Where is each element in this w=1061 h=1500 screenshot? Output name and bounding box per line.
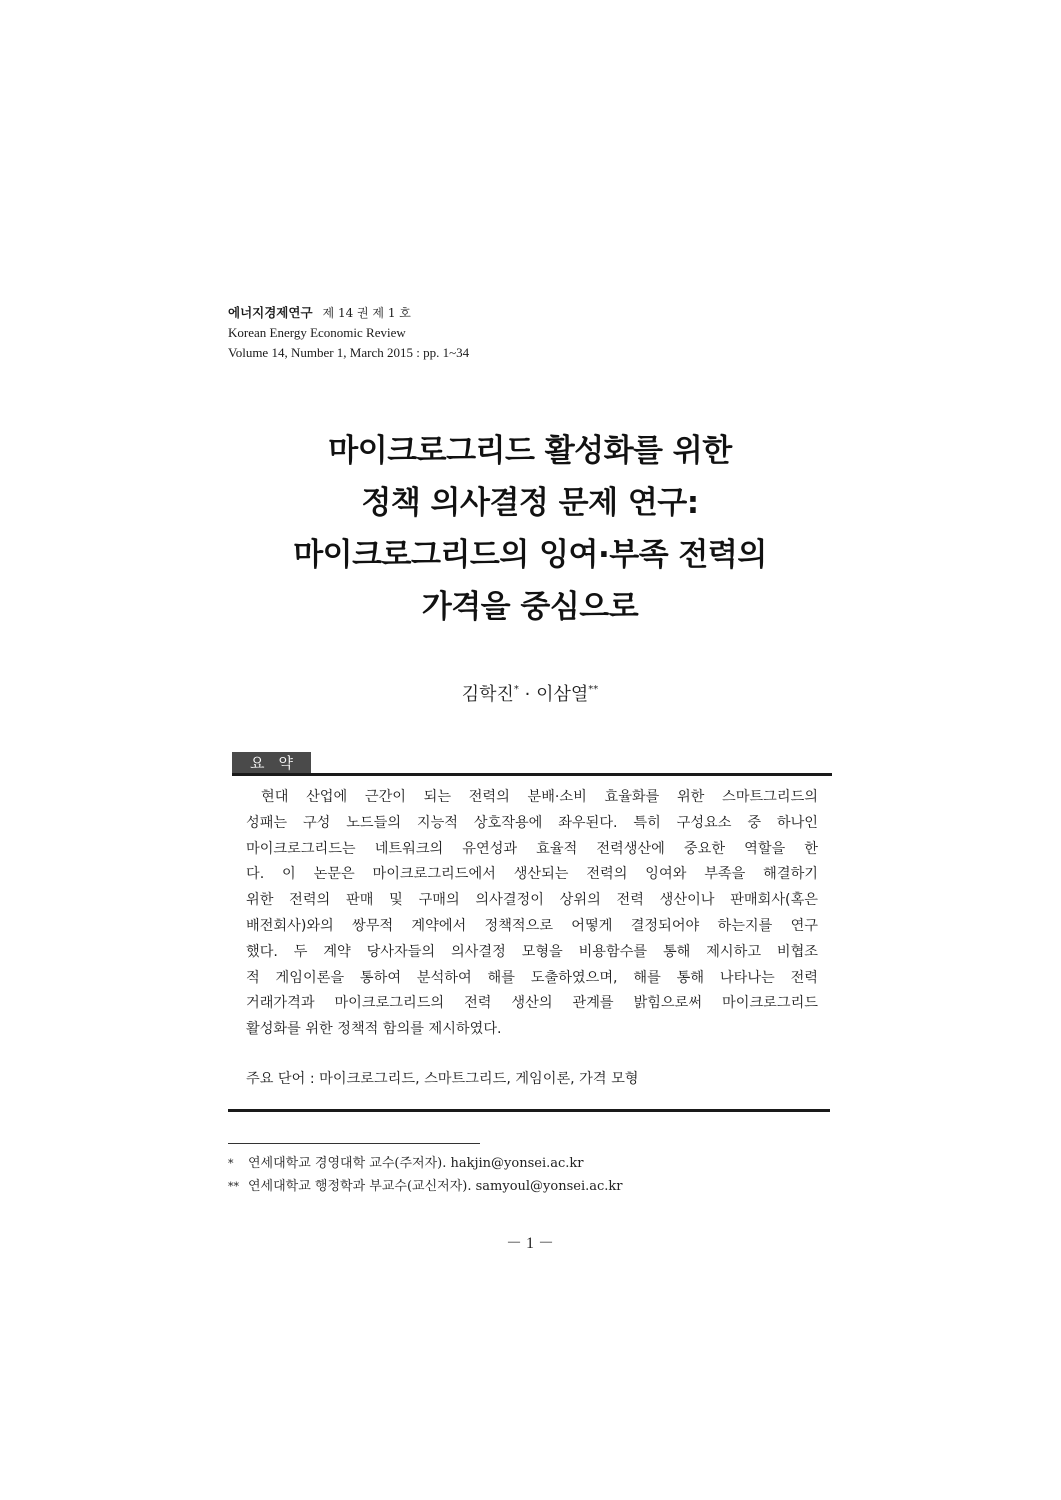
keywords: 주요 단어 : 마이크로그리드, 스마트그리드, 게임이론, 가격 모형: [246, 1071, 639, 1087]
footnote-separator: [228, 1143, 480, 1144]
author-line: [330, 680, 730, 706]
abstract-heading: 요약: [232, 752, 311, 774]
author-name: 이삼열: [536, 684, 589, 705]
author-footnote-mark: *: [513, 684, 519, 695]
journal-header: [228, 303, 469, 363]
abstract-line: 마이크로그리드는 네트워크의 유연성과 효율적 전력생산에 중요한 역할을 한: [246, 840, 818, 857]
author-separator: ·: [524, 684, 531, 705]
footnote: [228, 1175, 623, 1198]
footnote-mark: **: [228, 1180, 239, 1193]
abstract-bottom-rule: [228, 1109, 830, 1112]
footnote-text: 연세대학교 행정학과 부교수(교신저자). samyoul@yonsei.ac.kr: [248, 1179, 623, 1194]
abstract-body: [246, 785, 818, 1043]
journal-citation: Volume 14, Number 1, March 2015 : pp. 1~34: [228, 345, 470, 360]
footnote-mark: *: [228, 1157, 234, 1170]
abstract-line: 현대 산업에 근간이 되는 전력의 분배·소비 효율화를 위한 스마트그리드의: [261, 789, 818, 805]
title-line: 가격을 중심으로: [421, 589, 639, 625]
journal-korean-volume: 제 14 권 제 1 호: [322, 306, 411, 320]
title-line: 정책 의사결정 문제 연구:: [361, 485, 699, 521]
journal-korean-name: 에너지경제연구: [228, 305, 313, 320]
abstract-line: 거래가격과 마이크로그리드의 전력 생산의 관계를 밝힘으로써 마이크로그리드: [246, 995, 818, 1012]
abstract-line: 배전회사)와의 쌍무적 계약에서 정책적으로 어떻게 결정되어야 하는지를 연구: [246, 917, 818, 934]
abstract-line: 활성화를 위한 정책적 함의를 제시하였다.: [246, 1021, 502, 1038]
abstract-top-rule: [232, 773, 832, 776]
author-name: 김학진: [461, 684, 514, 705]
footnotes: [228, 1152, 623, 1198]
abstract-line: 위한 전력의 판매 및 구매의 의사결정이 상위의 전력 생산이나 판매회사(혹은: [246, 892, 818, 909]
footnote: [228, 1152, 623, 1175]
footnote-text: 연세대학교 경영대학 교수(주저자). hakjin@yonsei.ac.kr: [248, 1156, 584, 1171]
paper-title: [200, 425, 860, 633]
page-number: － 1 －: [505, 1235, 554, 1252]
title-line: 마이크로그리드 활성화를 위한: [328, 433, 732, 469]
title-line: 마이크로그리드의 잉여·부족 전력의: [293, 537, 767, 573]
abstract-line: 했다. 두 계약 당사자들의 의사결정 모형을 비용함수를 통해 제시하고 비협조: [246, 943, 818, 960]
abstract-line: 다. 이 논문은 마이크로그리드에서 생산되는 전력의 잉여와 부족을 해결하기: [246, 866, 818, 883]
journal-korean-line: [228, 303, 469, 323]
journal-english-name: Korean Energy Economic Review: [228, 325, 406, 340]
abstract-line: 성패는 구성 노드들의 지능적 상호작용에 좌우된다. 특히 구성요소 중 하나인: [246, 814, 818, 831]
author-footnote-mark: **: [588, 684, 599, 695]
abstract-line: 적 게임이론을 통하여 분석하여 해를 도출하였으며, 해를 통해 나타나는 전력: [246, 969, 818, 986]
